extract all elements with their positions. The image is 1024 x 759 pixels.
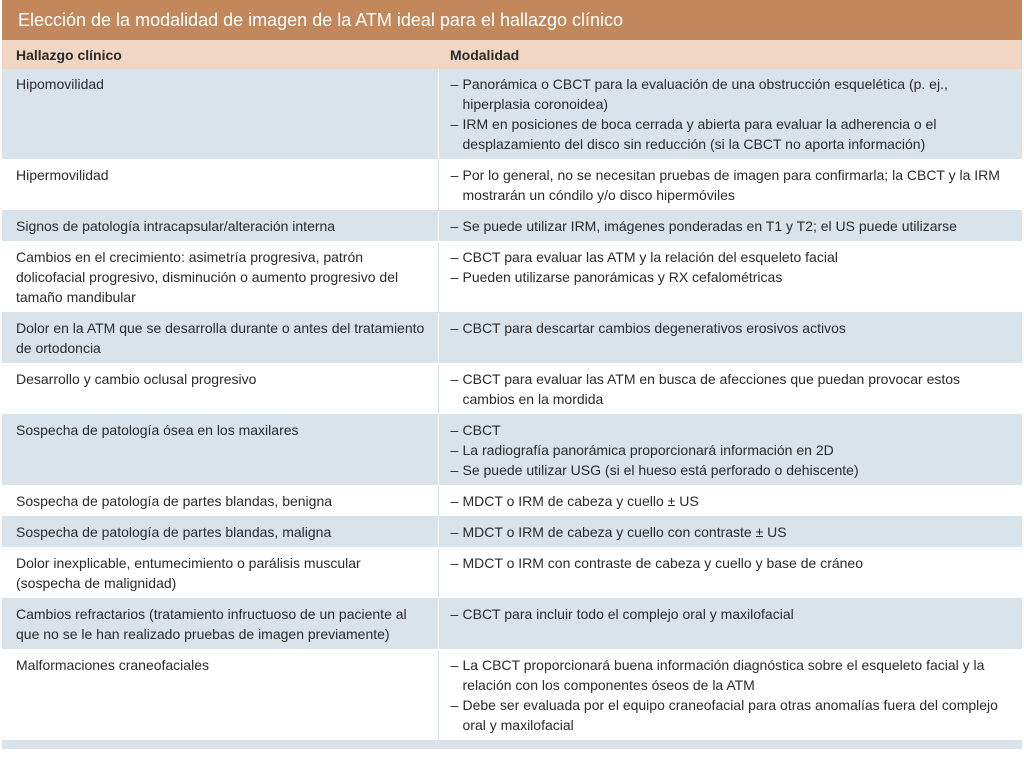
modality-cell xyxy=(438,69,1022,160)
modality-item: – Se puede utilizar IRM, imágenes ponderadas en T1 y T2; el US puede utilizarse xyxy=(451,216,1013,236)
modality-item: – IRM en posiciones de boca cerrada y abierta para evaluar la adherencia o el desplazamiento del disco sin reducción (si la CBCT no aporta información) xyxy=(451,114,1013,154)
modality-list xyxy=(451,655,1013,735)
modality-list xyxy=(451,318,1013,338)
finding-cell: Dolor en la ATM que se desarrolla durante o antes del tratamiento de ortodoncia xyxy=(2,313,438,364)
modality-cell xyxy=(438,517,1022,548)
modality-cell xyxy=(438,599,1022,650)
modality-item: – Panorámica o CBCT para la evaluación de una obstrucción esquelética (p. ej., hiperplasia coronoidea) xyxy=(451,74,1013,114)
table-row xyxy=(2,486,1022,517)
findings-table xyxy=(2,40,1022,741)
modality-cell xyxy=(438,211,1022,242)
table-row xyxy=(2,313,1022,364)
modality-list xyxy=(451,247,1013,287)
modality-item: – MDCT o IRM de cabeza y cuello con contraste ± US xyxy=(451,522,1013,542)
modality-item: – CBCT para descartar cambios degenerativos erosivos activos xyxy=(451,318,1013,338)
imaging-modality-table xyxy=(2,0,1022,749)
modality-cell xyxy=(438,548,1022,599)
modality-list xyxy=(451,522,1013,542)
modality-cell xyxy=(438,364,1022,415)
modality-item: – MDCT o IRM con contraste de cabeza y cuello y base de cráneo xyxy=(451,553,1013,573)
modality-cell xyxy=(438,313,1022,364)
finding-cell: Dolor inexplicable, entumecimiento o parálisis muscular (sospecha de malignidad) xyxy=(2,548,438,599)
finding-cell: Signos de patología intracapsular/alteración interna xyxy=(2,211,438,242)
header-finding: Hallazgo clínico xyxy=(2,40,438,69)
header-modality: Modalidad xyxy=(438,40,1022,69)
modality-cell xyxy=(438,242,1022,313)
table-row xyxy=(2,69,1022,160)
finding-cell: Hipermovilidad xyxy=(2,160,438,211)
table-row xyxy=(2,517,1022,548)
modality-list xyxy=(451,216,1013,236)
finding-cell: Sospecha de patología ósea en los maxilares xyxy=(2,415,438,486)
table-row xyxy=(2,242,1022,313)
finding-cell: Sospecha de patología de partes blandas, benigna xyxy=(2,486,438,517)
finding-cell: Malformaciones craneofaciales xyxy=(2,650,438,741)
modality-item: – La CBCT proporcionará buena información diagnóstica sobre el esqueleto facial y la relación con los componentes óseos de la ATM xyxy=(451,655,1013,695)
table-row xyxy=(2,415,1022,486)
modality-item: – CBCT xyxy=(451,420,1013,440)
modality-item: – Pueden utilizarse panorámicas y RX cefalométricas xyxy=(451,267,1013,287)
modality-cell xyxy=(438,415,1022,486)
table-row xyxy=(2,160,1022,211)
modality-item: – Debe ser evaluada por el equipo craneofacial para otras anomalías fuera del complejo oral y maxilofacial xyxy=(451,695,1013,735)
finding-cell: Cambios refractarios (tratamiento infructuoso de un paciente al que no se le han realizado pruebas de imagen previamente) xyxy=(2,599,438,650)
modality-list xyxy=(451,420,1013,480)
finding-cell: Sospecha de patología de partes blandas, maligna xyxy=(2,517,438,548)
finding-cell: Desarrollo y cambio oclusal progresivo xyxy=(2,364,438,415)
modality-list xyxy=(451,553,1013,573)
modality-item: – Por lo general, no se necesitan pruebas de imagen para confirmarla; la CBCT y la IRM mostrarán un cóndilo y/o disco hipermóviles xyxy=(451,165,1013,205)
table-row xyxy=(2,211,1022,242)
modality-list xyxy=(451,604,1013,624)
modality-cell xyxy=(438,650,1022,741)
table-row xyxy=(2,650,1022,741)
modality-list xyxy=(451,491,1013,511)
modality-cell xyxy=(438,160,1022,211)
header-row xyxy=(2,40,1022,69)
table-title: Elección de la modalidad de imagen de la ATM ideal para el hallazgo clínico xyxy=(2,0,1022,40)
finding-cell: Hipomovilidad xyxy=(2,69,438,160)
modality-item: – MDCT o IRM de cabeza y cuello ± US xyxy=(451,491,1013,511)
modality-item: – La radiografía panorámica proporcionará información en 2D xyxy=(451,440,1013,460)
modality-item: – Se puede utilizar USG (si el hueso está perforado o dehiscente) xyxy=(451,460,1013,480)
modality-list xyxy=(451,165,1013,205)
table-row xyxy=(2,364,1022,415)
modality-item: – CBCT para incluir todo el complejo oral y maxilofacial xyxy=(451,604,1013,624)
table-row xyxy=(2,599,1022,650)
modality-list xyxy=(451,369,1013,409)
modality-list xyxy=(451,74,1013,154)
finding-cell: Cambios en el crecimiento: asimetría progresiva, patrón dolicofacial progresivo, disminución o aumento progresivo del tamaño mandibular xyxy=(2,242,438,313)
modality-item: – CBCT para evaluar las ATM en busca de afecciones que puedan provocar estos cambios en la mordida xyxy=(451,369,1013,409)
table-bottom-strip xyxy=(2,741,1022,749)
table-row xyxy=(2,548,1022,599)
modality-cell xyxy=(438,486,1022,517)
modality-item: – CBCT para evaluar las ATM y la relación del esqueleto facial xyxy=(451,247,1013,267)
